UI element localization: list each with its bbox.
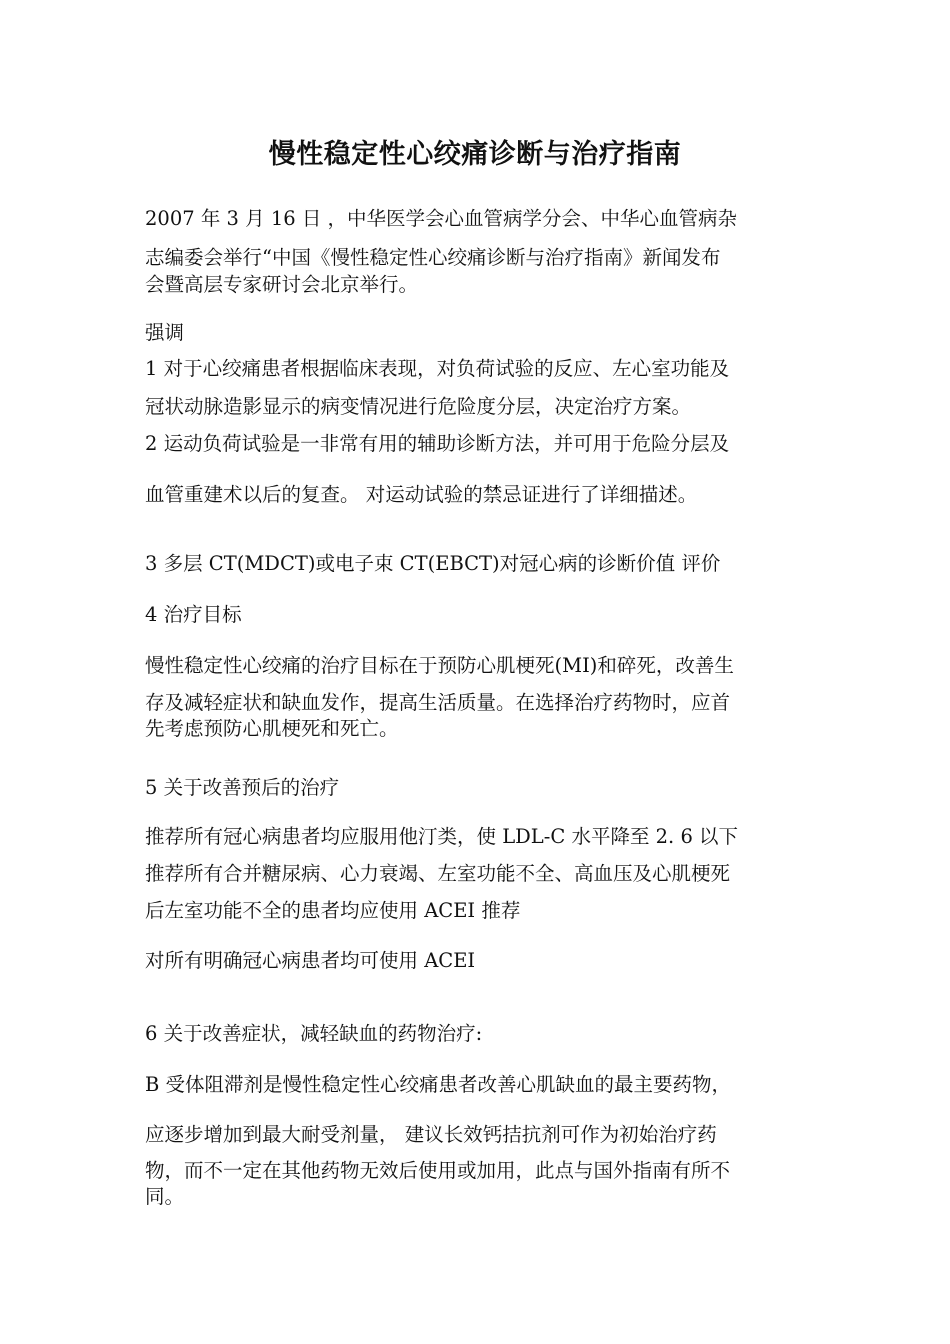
body-line: 冠状动脉造影显示的病变情况进行危险度分层，决定治疗方案。 xyxy=(145,395,692,418)
body-line: 强调 xyxy=(145,321,185,344)
body-line: 会暨高层专家研讨会北京举行。 xyxy=(145,273,419,296)
body-line: B 受体阻滞剂是慢性稳定性心绞痛患者改善心肌缺血的最主要药物， xyxy=(145,1073,732,1096)
body-line: 3 多层 CT(MDCT)或电子束 CT(EBCT)对冠心病的诊断价值 评价 xyxy=(145,552,721,575)
body-line: 志编委会举行“中国《慢性稳定性心绞痛诊断与治疗指南》新闻发布 xyxy=(145,246,721,269)
body-line: 2007 年 3 月 16 日 ，中华医学会心血管病学分会、中华心血管病杂 xyxy=(145,207,738,230)
body-line: 对所有明确冠心病患者均可使用 ACEI xyxy=(145,949,476,972)
document-title: 慢性稳定性心绞痛诊断与治疗指南 xyxy=(268,139,682,170)
body-line: 2 运动负荷试验是一非常有用的辅助诊断方法，并可用于危险分层及 xyxy=(145,432,730,455)
body-line: 后左室功能不全的患者均应使用 ACEI 推荐 xyxy=(145,899,521,922)
body-line: 应逐步增加到最大耐受剂量， 建议长效钙拮抗剂可作为初始治疗药 xyxy=(145,1123,717,1146)
body-line: 血管重建术以后的复查。 对运动试验的禁忌证进行了详细描述。 xyxy=(145,483,698,506)
body-line: 6 关于改善症状，减轻缺血的药物治疗: xyxy=(145,1022,483,1045)
body-line: 推荐所有冠心病患者均应服用他汀类，使 LDL-C 水平降至 2. 6 以下 xyxy=(145,825,739,848)
body-line: 推荐所有合并糖尿病、心力衰竭、左室功能不全、高血压及心肌梗死 xyxy=(145,862,731,885)
body-line: 4 治疗目标 xyxy=(145,603,242,626)
body-line: 5 关于改善预后的治疗 xyxy=(145,776,340,799)
body-line: 同。 xyxy=(145,1185,185,1208)
body-line: 存及减轻症状和缺血发作，提高生活质量。在选择治疗药物时，应首 xyxy=(145,691,731,714)
body-line: 慢性稳定性心绞痛的治疗目标在于预防心肌梗死(MI)和碎死，改善生 xyxy=(145,654,734,677)
body-line: 1 对于心绞痛患者根据临床表现，对负荷试验的反应、左心室功能及 xyxy=(145,357,730,380)
body-line: 先考虑预防心肌梗死和死亡。 xyxy=(145,717,399,740)
body-line: 物，而不一定在其他药物无效后使用或加用，此点与国外指南有所不 xyxy=(145,1159,731,1182)
